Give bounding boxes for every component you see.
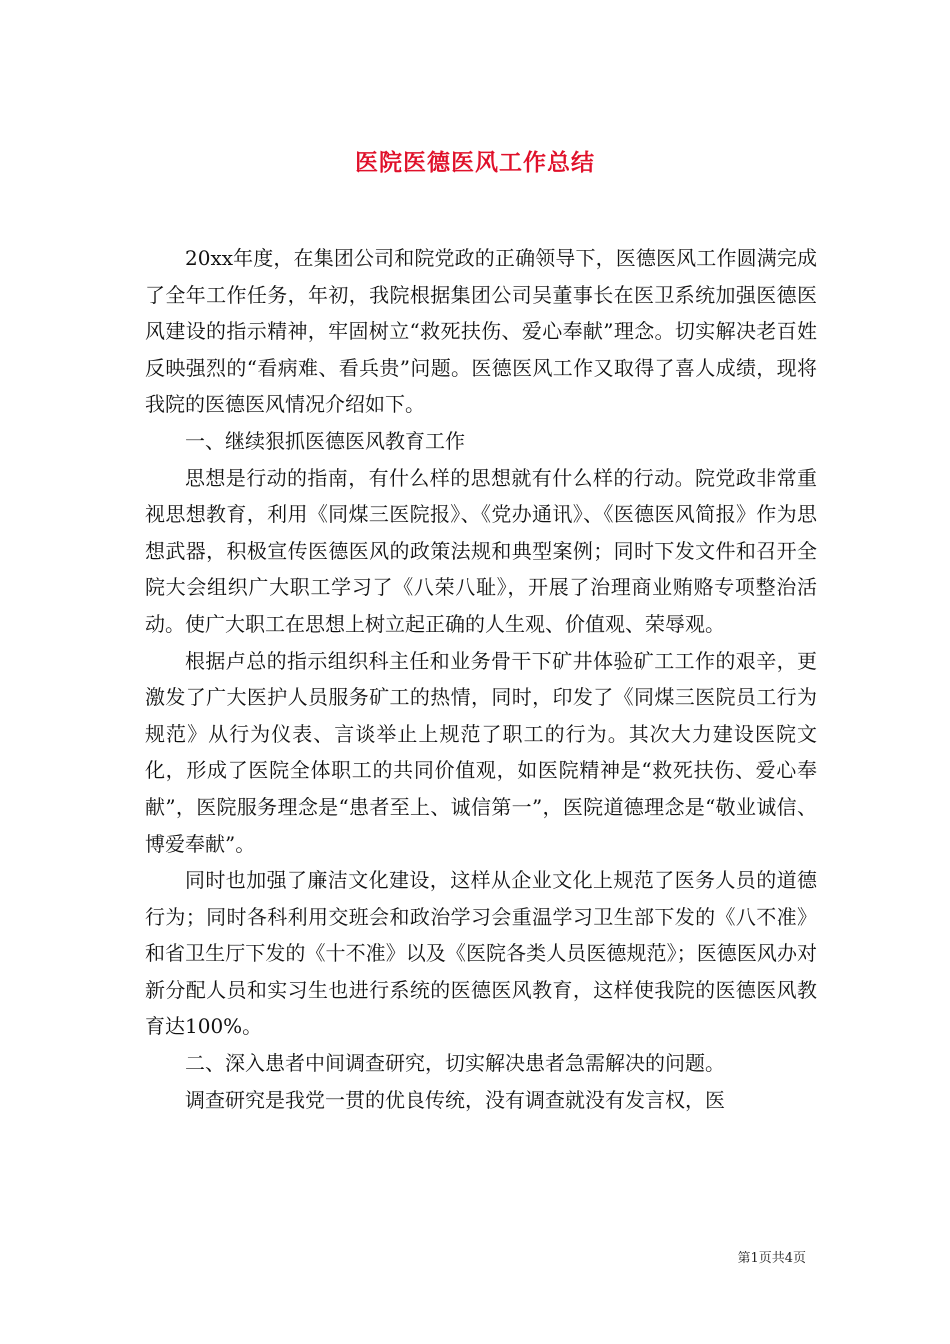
paragraph: 思想是行动的指南，有什么样的思想就有什么样的行动。院党政非常重视思想教育，利用《同煤三医院报》、《党办通讯》、《医德医风简报》作为思想武器，积极宣传医德医风的政策法规和典型案例；同时下发文件和召开全院大会组织广大职工学习了《八荣八耻》，开展了治理商业贿赂专项整治活动。使广大职工在思想上树立起正确的人生观、价值观、荣辱观。 [145,465,817,636]
section-heading-1: 一、继续狠抓医德医风教育工作 [185,428,465,453]
page-number: 第1页共4页 [737,1251,806,1266]
paragraph-intro: 20xx年度，在集团公司和院党政的正确领导下，医德医风工作圆满完成了全年工作任务，年初，我院根据集团公司吴董事长在医卫系统加强医德医风建设的指示精神，牢固树立“救死扶伤、爱心奉献”理念。切实解决老百姓反映强烈的“看病难、看兵贵”问题。医德医风工作又取得了喜人成绩，现将我院的医德医风情况介绍如下。 [145,246,817,417]
document-body [145,240,817,1118]
paragraph: 根据卢总的指示组织科主任和业务骨干下矿井体验矿工工作的艰辛，更激发了广大医护人员服务矿工的热情，同时，印发了《同煤三医院员工行为规范》从行为仪表、言谈举止上规范了职工的行为。其次大力建设医院文化，形成了医院全体职工的共同价值观，如医院精神是“救死扶伤、爱心奉献”，医院服务理念是“患者至上、诚信第一”，医院道德理念是“敬业诚信、博爱奉献”。 [145,648,817,856]
page-title: 医院医德医风工作总结 [355,149,595,177]
paragraph: 同时也加强了廉洁文化建设，这样从企业文化上规范了医务人员的道德行为；同时各科利用交班会和政治学习会重温学习卫生部下发的《八不准》和省卫生厅下发的《十不准》以及《医院各类人员医德规范》；医德医风办对新分配人员和实习生也进行系统的医德医风教育，这样使我院的医德医风教育达100%。 [145,868,817,1039]
paragraph: 调查研究是我党一贯的优良传统，没有调查就没有发言权，医 [185,1087,725,1112]
section-heading-2: 二、深入患者中间调查研究，切实解决患者急需解决的问题。 [185,1051,725,1076]
